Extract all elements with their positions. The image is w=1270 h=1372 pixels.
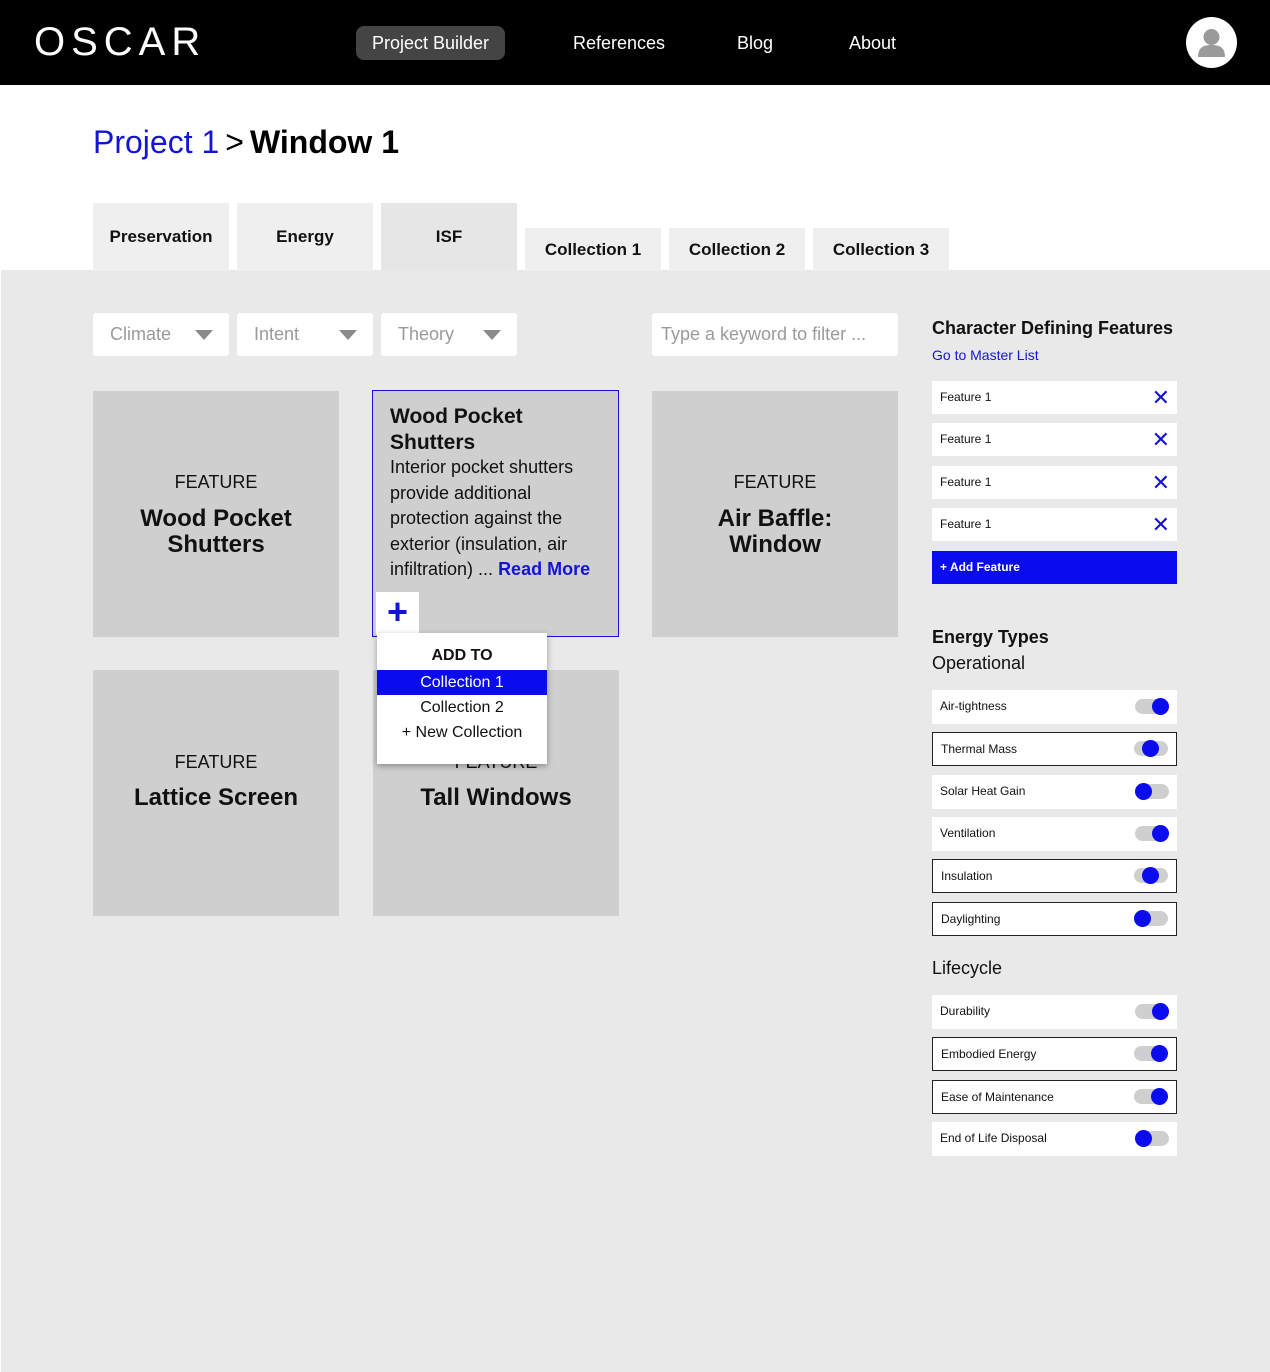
feature-list-item [932,423,1177,456]
tab-collection-1[interactable]: Collection 1 [525,228,661,271]
close-icon[interactable]: ✕ [1151,512,1170,537]
nav-references[interactable]: References [573,33,666,53]
toggle-row-daylighting [932,902,1177,936]
toggle-switch[interactable] [1135,1131,1169,1146]
climate-dropdown-label: Climate [110,324,172,344]
toggle-row-ease-of-maintenance [932,1080,1177,1114]
close-icon[interactable]: ✕ [1151,427,1170,452]
toggle-switch[interactable] [1134,911,1168,926]
toggle-row-embodied-energy [932,1037,1177,1071]
toggle-row-ventilation [932,817,1177,851]
tab-collection-2[interactable]: Collection 2 [669,228,805,271]
theory-dropdown[interactable] [381,313,517,356]
toggle-switch[interactable] [1134,741,1168,756]
toggle-switch[interactable] [1134,868,1168,883]
toggle-knob [1134,910,1151,927]
card-kicker: FEATURE [174,752,258,772]
feature-list-item [932,466,1177,499]
card-description [390,455,605,583]
toggle-label: Embodied Energy [941,1047,1037,1061]
nav-project-builder[interactable]: Project Builder [356,26,505,60]
toggle-knob [1151,1045,1168,1062]
breadcrumb [93,124,399,161]
character-defining-features-title: Character Defining Features [932,318,1174,338]
add-to-menu [377,633,547,764]
toggle-switch[interactable] [1135,784,1169,799]
card-title: Tall Windows [420,784,572,811]
toggle-label: End of Life Disposal [940,1131,1047,1145]
tab-isf[interactable]: ISF [381,203,517,271]
master-list-link[interactable]: Go to Master List [932,347,1039,363]
toggle-label: Solar Heat Gain [940,784,1026,798]
toggle-label: Insulation [941,869,993,883]
energy-types-title: Energy Types [932,627,1049,647]
feature-label: Feature 1 [940,517,992,531]
toggle-row-insulation [932,859,1177,893]
add-feature-button[interactable]: + Add Feature [932,551,1177,584]
toggle-knob [1142,867,1159,884]
feature-list-item [932,381,1177,414]
breadcrumb-current: Window 1 [249,124,399,160]
intent-dropdown[interactable] [237,313,373,356]
nav-about[interactable]: About [849,33,897,53]
chevron-down-icon [483,330,501,340]
toggle-row-solar-heat-gain [932,775,1177,809]
read-more-link[interactable]: Read More [498,559,591,579]
toggle-label: Ventilation [940,826,996,840]
chevron-down-icon [195,330,213,340]
card-title: Wood Pocket Shutters [140,505,292,558]
toggle-label: Thermal Mass [941,742,1018,756]
menu-item-new-collection[interactable]: + New Collection [401,724,523,741]
card-kicker: FEATURE [174,472,258,492]
user-icon [1186,17,1237,68]
toggle-switch[interactable] [1135,826,1169,841]
keyword-filter-input[interactable] [652,313,898,356]
toggle-knob [1135,783,1152,800]
toggle-label: Daylighting [941,912,1001,926]
toggle-label: Air-tightness [940,699,1007,713]
close-icon[interactable]: ✕ [1151,385,1170,410]
feature-card[interactable] [93,391,339,637]
toggle-row-end-of-life-disposal [932,1122,1177,1156]
feature-label: Feature 1 [940,475,992,489]
tab-energy[interactable]: Energy [237,203,373,271]
toggle-knob [1152,698,1169,715]
card-title: Wood Pocket Shutters [390,405,523,454]
card-title: Lattice Screen [133,784,299,811]
card-description-text: Interior pocket shutters provide additional protection against the exterior (insulation, air infiltration) ... [390,457,574,579]
menu-item-collection-1[interactable]: Collection 1 [377,670,547,695]
feature-card[interactable] [93,670,339,916]
add-to-header: ADD TO [431,647,493,664]
feature-label: Feature 1 [940,432,992,446]
toggle-switch[interactable] [1134,1046,1168,1061]
climate-dropdown[interactable] [93,313,229,356]
app-logo[interactable]: OSCAR [34,20,207,64]
lifecycle-title: Lifecycle [932,958,1003,978]
theory-dropdown-label: Theory [398,324,455,344]
toggle-knob [1135,1130,1152,1147]
breadcrumb-project-link[interactable]: Project 1 [93,124,220,160]
toggle-switch[interactable] [1135,699,1169,714]
feature-label: Feature 1 [940,390,992,404]
toggle-row-thermal-mass [932,732,1177,766]
toggle-row-durability [932,995,1177,1029]
toggle-knob [1142,740,1159,757]
toggle-knob [1151,1088,1168,1105]
toggle-knob [1152,1003,1169,1020]
menu-item-collection-2[interactable]: Collection 2 [420,699,504,716]
breadcrumb-separator: > [225,124,244,160]
card-kicker: FEATURE [733,472,817,492]
top-nav-bar [0,0,1270,85]
toggle-label: Durability [940,1004,991,1018]
card-title: Air Baffle: Window [717,505,833,558]
feature-card[interactable] [652,391,898,637]
intent-dropdown-label: Intent [254,324,300,344]
add-to-collection-button[interactable]: + [376,592,419,635]
toggle-label: Ease of Maintenance [941,1090,1054,1104]
toggle-switch[interactable] [1134,1089,1168,1104]
tab-collection-3[interactable]: Collection 3 [813,228,949,271]
toggle-knob [1152,825,1169,842]
close-icon[interactable]: ✕ [1151,470,1170,495]
chevron-down-icon [339,330,357,340]
tab-preservation[interactable]: Preservation [93,203,229,271]
toggle-switch[interactable] [1135,1004,1169,1019]
nav-blog[interactable]: Blog [737,33,774,53]
toggle-row-air-tightness [932,690,1177,724]
operational-title: Operational [932,653,1026,673]
user-avatar[interactable] [1186,17,1237,68]
feature-list-item [932,508,1177,541]
